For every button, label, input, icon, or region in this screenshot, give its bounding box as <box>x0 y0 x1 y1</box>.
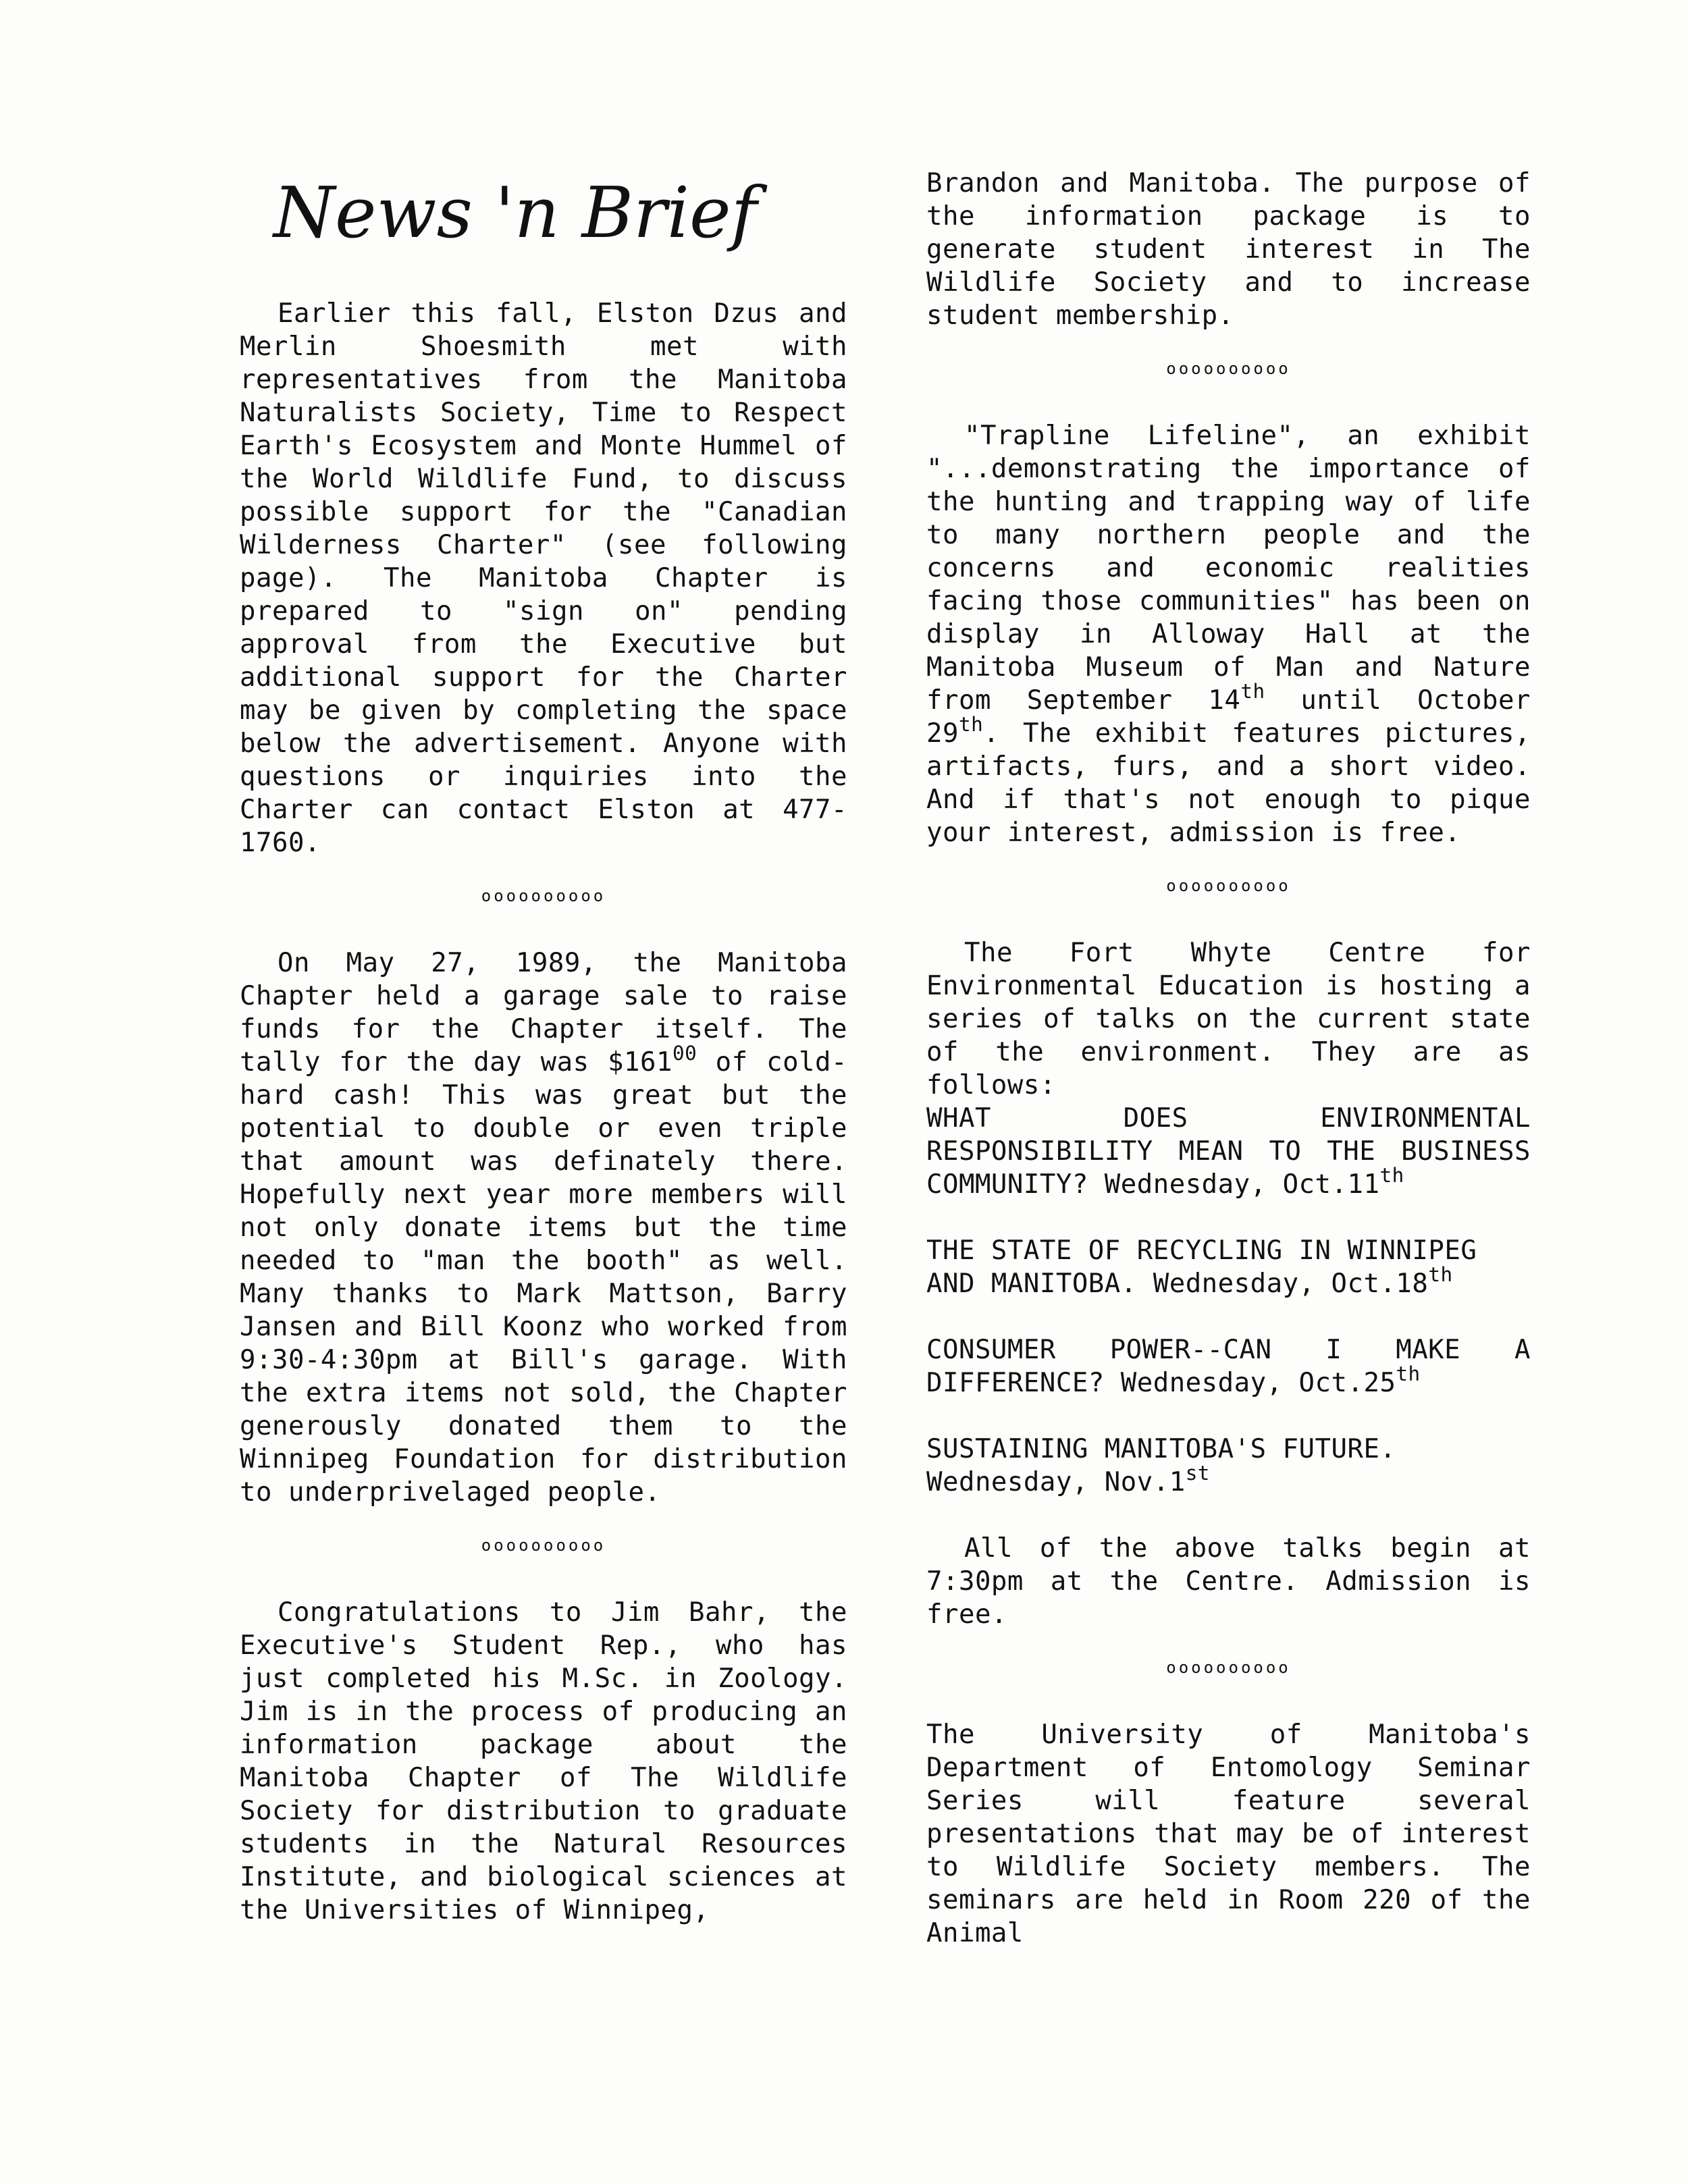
talk-topic: CONSUMER POWER--CAN I MAKE A DIFFERENCE? <box>926 1335 1531 1398</box>
right-column <box>926 167 1531 1950</box>
garage-sale-text-start: On May 27, 1989, the Manitoba Chapter held a garage sale to raise funds for the Chapter itself. The tally for the day was $161 <box>240 948 847 1077</box>
left-column <box>240 297 847 1927</box>
separator: oooooooooo <box>1166 1658 1291 1677</box>
trapline-text-start: "Trapline Lifeline", an exhibit "...demonstrating the importance of the hunting and trapping way of life to many northern people and the concerns and economic realities facing those communities" has been on display in Alloway Hall at the Manitoba Museum of Man and Nature from September 14 <box>926 421 1531 716</box>
talk-date: Wednesday, Oct.18th <box>1136 1262 1453 1299</box>
ordinal-suffix: th <box>1240 679 1265 703</box>
talk-topic: WHAT DOES ENVIRONMENTAL RESPONSIBILITY MEAN TO THE BUSINESS COMMUNITY? <box>926 1103 1531 1200</box>
separator: oooooooooo <box>1166 359 1291 378</box>
amount-cents: 00 <box>672 1041 697 1065</box>
trapline-paragraph <box>926 419 1531 849</box>
talk-item <box>926 1333 1531 1400</box>
trapline-text-end: . The exhibit features pictures, artifacts, furs, and a short video. And if that's not enough to pique your interest, admission is free. <box>926 718 1531 848</box>
talk-date: Wednesday, Nov.1st <box>926 1461 1210 1497</box>
talk-date: Wednesday, Oct.11th <box>1088 1163 1404 1200</box>
dzus-paragraph: Earlier this fall, Elston Dzus and Merlin Shoesmith met with representatives from the Manitoba Naturalists Society, Time to Respect Earth's Ecosystem and Monte Hummel of the World Wildlife Fund, to discuss possible support for the "Canadian Wilderness Charter" (see following page). The Manitoba Chapter is prepared to "sign on" pending approval from the Executive but additional support for the Charter may be given by completing the space below the advertisement. Anyone with questions or inquiries into the Charter can contact Elston at 477-1760. <box>240 298 847 858</box>
bahr-paragraph-continued: Brandon and Manitoba. The purpose of the information package is to generate student interest in The Wildlife Society and to increase student membership. <box>926 168 1531 331</box>
separator: oooooooooo <box>481 886 606 905</box>
garage-sale-paragraph <box>240 947 847 1509</box>
ordinal-suffix: th <box>1379 1163 1404 1187</box>
entomology-paragraph: The University of Manitoba's Department of Entomology Seminar Series will feature several presentations that may be of interest to Wildlife Society members. The seminars are held in Room 220 of the Animal <box>926 1720 1531 1948</box>
bahr-paragraph: Congratulations to Jim Bahr, the Executive's Student Rep., who has just completed his M.Sc. in Zoology. Jim is in the process of producing an information package about the Manitoba Chapter of The Wildlife Society for distribution to graduate students in the Natural Resources Institute, and biological sciences at the Universities of Winnipeg, <box>240 1597 847 1925</box>
ordinal-suffix: th <box>958 712 984 736</box>
talk-item <box>926 1234 1531 1300</box>
ordinal-suffix: th <box>1396 1362 1421 1385</box>
talk-date: Wednesday, Oct.25th <box>1104 1362 1421 1398</box>
separator: oooooooooo <box>481 1536 606 1555</box>
talks-note: All of the above talks begin at 7:30pm at the Centre. Admission is free. <box>926 1533 1531 1630</box>
fort-whyte-intro: The Fort Whyte Centre for Environmental Education is hosting a series of talks on the current state of the environment. They are as follows: <box>926 938 1531 1100</box>
ordinal-suffix: st <box>1185 1461 1210 1485</box>
trapline-text-middle: until October 29 <box>926 685 1531 749</box>
ordinal-suffix: th <box>1428 1262 1453 1286</box>
page-title: News 'n Brief <box>273 171 758 254</box>
talk-topic: THE STATE OF RECYCLING IN WINNIPEG AND MANITOBA. <box>926 1235 1477 1299</box>
talk-topic: SUSTAINING MANITOBA'S FUTURE. <box>926 1434 1396 1464</box>
separator: oooooooooo <box>1166 876 1291 895</box>
talk-item <box>926 1102 1531 1201</box>
garage-sale-text-end: of cold-hard cash! This was great but the potential to double or even triple that amount was definately there. Hopefully next year more members will not only donate items but the time needed to "man the booth" as well. Many thanks to Mark Mattson, Barry Jansen and Bill Koonz who worked from 9:30-4:30pm at Bill's garage. With the extra items not sold, the Chapter generously donated them to the Winnipeg Foundation for distribution to underprivelaged people. <box>240 1047 847 1508</box>
talk-item <box>926 1433 1531 1499</box>
